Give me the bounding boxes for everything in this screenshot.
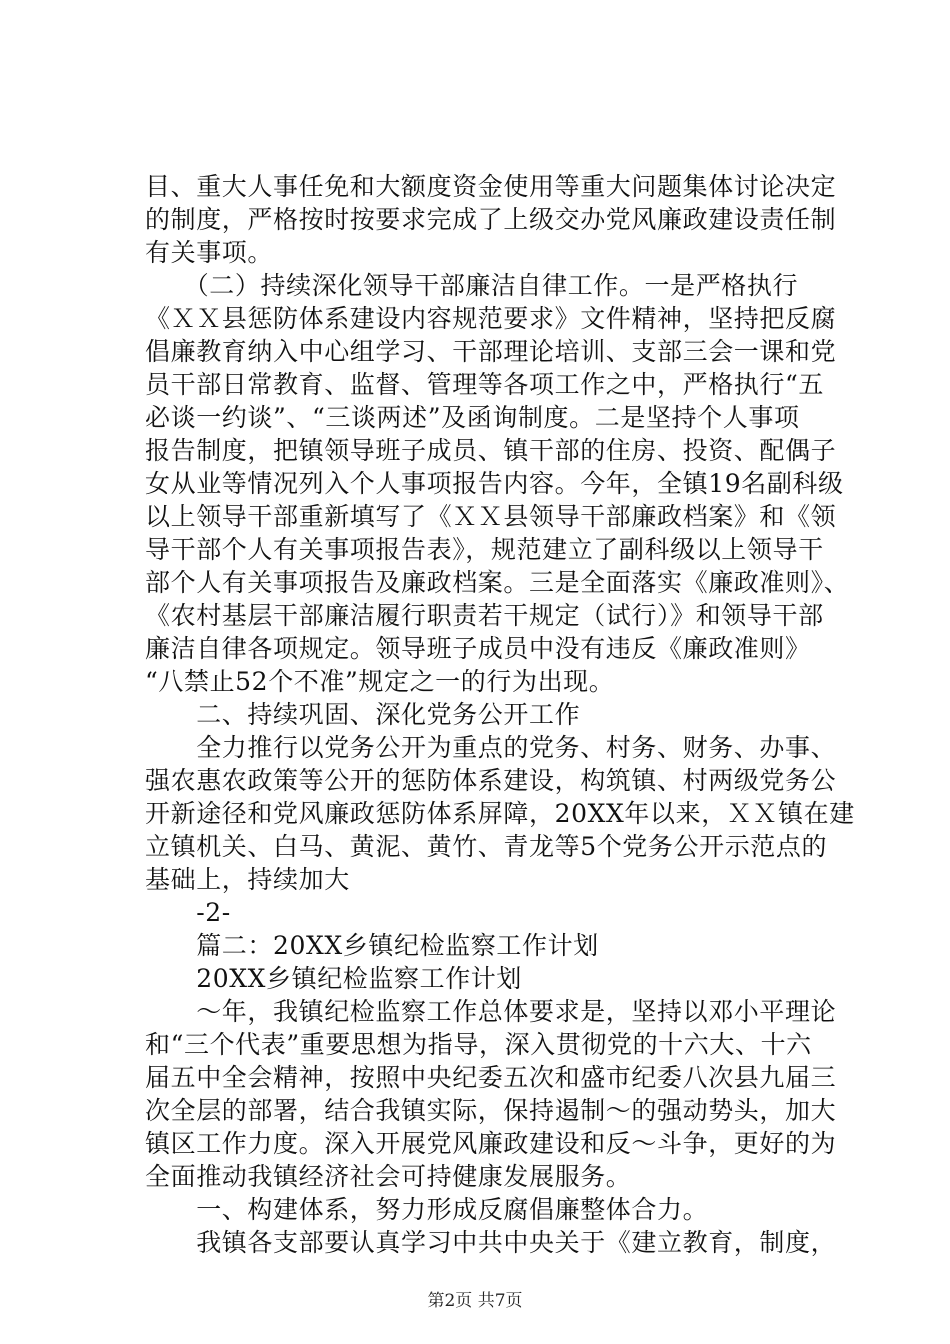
body-text-line: 的制度，严格按时按要求完成了上级交办党风廉政建设责任制 — [145, 205, 837, 234]
body-text-line: 必谈一约谈”、“三谈两述”及函询制度。二是坚持个人事项 — [145, 403, 800, 432]
body-text-line: 有关事项。 — [145, 238, 274, 267]
body-text-line: 和“三个代表”重要思想为指导，深入贯彻党的十六大、十六 — [145, 1030, 812, 1059]
chapter-heading: 篇二：20XX乡镇纪检监察工作计划 — [145, 931, 599, 960]
section-heading: 二、持续巩固、深化党务公开工作 — [145, 700, 581, 729]
body-text-line: 廉洁自律各项规定。领导班子成员中没有违反《廉政准则》 — [145, 634, 811, 663]
body-text-line: 报告制度，把镇领导班子成员、镇干部的住房、投资、配偶子 — [145, 436, 837, 465]
body-text-line: 立镇机关、白马、黄泥、黄竹、青龙等5个党务公开示范点的 — [145, 832, 828, 861]
body-text-line: 《ＸＸ县惩防体系建设内容规范要求》文件精神，坚持把反腐 — [145, 304, 837, 333]
body-text-line: 《农村基层干部廉洁履行职责若干规定（试行）》和领导干部 — [145, 601, 824, 630]
body-text-line: 部个人有关事项报告及廉政档案。三是全面落实《廉政准则》、 — [145, 568, 850, 597]
body-text-line: 我镇各支部要认真学习中共中央关于《建立教育，制度， — [145, 1228, 837, 1257]
body-text-line: 开新途径和党风廉政惩防体系屏障，20XX年以来，ＸＸ镇在建 — [145, 799, 855, 828]
body-text-line: 次全层的部署，结合我镇实际，保持遏制～的强动势头，加大 — [145, 1096, 837, 1125]
body-text-line: （二）持续深化领导干部廉洁自律工作。一是严格执行 — [145, 271, 799, 300]
body-text-line: ～年，我镇纪检监察工作总体要求是，坚持以邓小平理论 — [145, 997, 837, 1026]
body-text-line: 目、重大人事任免和大额度资金使用等重大问题集体讨论决定 — [145, 172, 837, 201]
body-text-line: 全面推动我镇经济社会可持健康发展服务。 — [145, 1162, 632, 1191]
body-text-line: 镇区工作力度。深入开展党风廉政建设和反～斗争，更好的为 — [145, 1129, 837, 1158]
body-text-line: 导干部个人有关事项报告表》，规范建立了副科级以上领导干 — [145, 535, 824, 564]
section-heading: 一、构建体系，努力形成反腐倡廉整体合力。 — [145, 1195, 709, 1224]
body-text-line: 员干部日常教育、监督、管理等各项工作之中，严格执行“五 — [145, 370, 824, 399]
page-footer: 第2页 共7页 — [427, 1291, 523, 1311]
body-text-line: 届五中全会精神，按照中央纪委五次和盛市纪委八次县九届三 — [145, 1063, 837, 1092]
body-text-line: 全力推行以党务公开为重点的党务、村务、财务、办事、 — [145, 733, 837, 762]
body-text-line: 以上领导干部重新填写了《ＸＸ县领导干部廉政档案》和《领 — [145, 502, 837, 531]
body-text-line: 强农惠农政策等公开的惩防体系建设，构筑镇、村两级党务公 — [145, 766, 837, 795]
body-text-line: 倡廉教育纳入中心组学习、干部理论培训、支部三会一课和党 — [145, 337, 837, 366]
body-text-line: 女从业等情况列入个人事项报告内容。今年，全镇19名副科级 — [145, 469, 844, 498]
body-text-line: 基础上，持续加大 — [145, 865, 350, 894]
body-text-line: “八禁止52个不准”规定之一的行为出现。 — [145, 667, 615, 696]
inline-page-marker: -2- — [145, 898, 231, 927]
document-title: 20XX乡镇纪检监察工作计划 — [145, 964, 523, 993]
